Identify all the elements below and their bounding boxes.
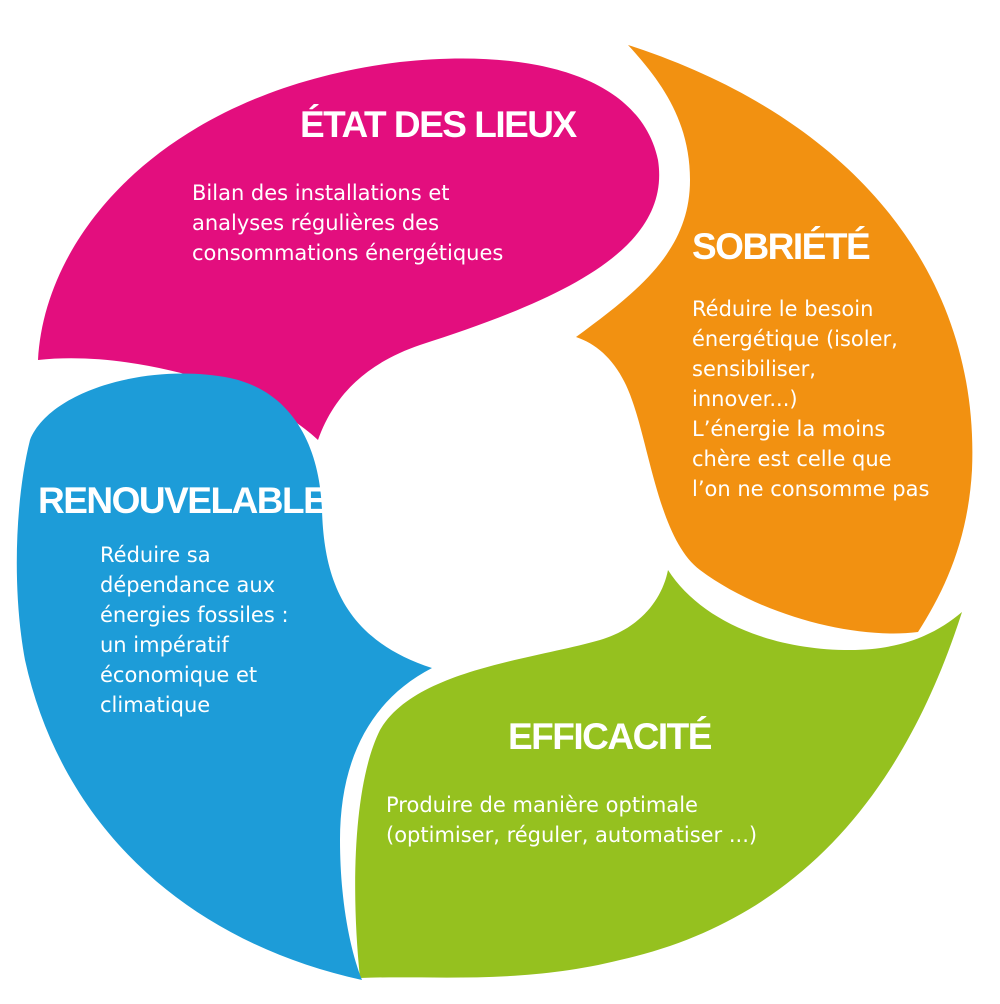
sobriete-line: l’on ne consomme pas — [692, 477, 930, 501]
renouvelable-line: Réduire sa — [100, 543, 211, 567]
renouvelable-line: énergies fossiles : — [100, 603, 289, 627]
sobriete-line: L’énergie la moins — [692, 417, 886, 441]
etat-description — [192, 178, 503, 268]
efficacite-line: Produire de manière optimale — [386, 793, 698, 817]
sobriete-line: sensibiliser, — [692, 357, 816, 381]
renouvelable-line: climatique — [100, 693, 211, 717]
etat-line: Bilan des installations et — [192, 181, 450, 205]
efficacite-title: EFFICACITÉ — [508, 716, 711, 757]
etat-title: ÉTAT DES LIEUX — [300, 104, 576, 145]
efficacite-description — [386, 790, 757, 850]
renouvelable-line: un impératif — [100, 633, 229, 657]
renouvelable-line: dépendance aux — [100, 573, 276, 597]
renouvelable-description — [100, 540, 289, 720]
etat-line: consommations énergétiques — [192, 241, 504, 265]
sobriete-description — [692, 294, 929, 504]
renouvelable-line: économique et — [100, 663, 258, 687]
sobriete-title: SOBRIÉTÉ — [692, 226, 870, 267]
sobriete-line: chère est celle que — [692, 447, 892, 471]
sobriete-line: Réduire le besoin — [692, 297, 874, 321]
sobriete-line: énergétique (isoler, — [692, 327, 898, 351]
renouvelable-title: RENOUVELABLE — [38, 480, 327, 521]
sobriete-line: innover...) — [692, 387, 798, 411]
etat-line: analyses régulières des — [192, 211, 440, 235]
efficacite-line: (optimiser, réguler, automatiser ...) — [386, 823, 758, 847]
